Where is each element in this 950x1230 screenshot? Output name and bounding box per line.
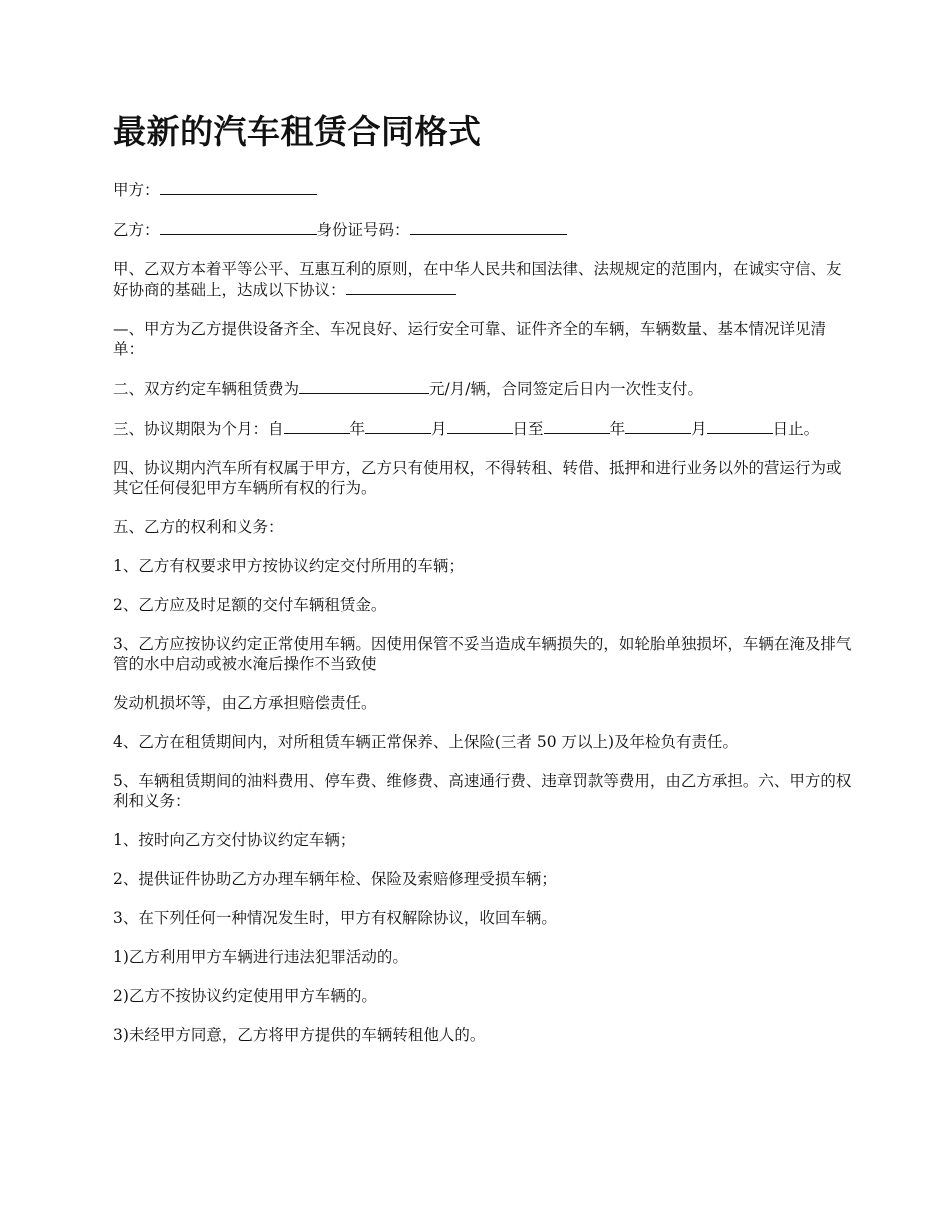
termination-case-3: 3)未经甲方同意，乙方将甲方提供的车辆转租他人的。 bbox=[113, 1026, 486, 1044]
termination-case-1: 1)乙方利用甲方车辆进行违法犯罪活动的。 bbox=[113, 948, 408, 966]
party-b-label: 乙方： bbox=[113, 221, 160, 239]
party-b-item-2: 2、乙方应及时足额的交付车辆租赁金。 bbox=[113, 596, 387, 614]
contract-document bbox=[113, 110, 853, 1064]
clause-5-title: 五、乙方的权利和义务： bbox=[113, 518, 284, 536]
end-year-blank bbox=[544, 418, 610, 434]
intro-blank bbox=[346, 279, 456, 295]
year-label: 年 bbox=[349, 420, 366, 438]
clause-2 bbox=[113, 378, 853, 399]
party-a-item-1: 1、按时向乙方交付协议约定车辆； bbox=[113, 831, 356, 849]
intro-text: 甲、乙双方本着平等公平、互惠互利的原则，在中华人民共和国法律、法规规定的范围内，在诚实守信、友好协商的基础上，达成以下协议： bbox=[113, 260, 842, 299]
party-a-item-3: 3、在下列任何一种情况发生时，甲方有权解除协议，收回车辆。 bbox=[113, 909, 557, 927]
start-year-blank bbox=[284, 418, 350, 434]
rent-fee-blank bbox=[299, 378, 429, 394]
intro-paragraph bbox=[113, 259, 853, 300]
end-day-blank bbox=[707, 418, 773, 434]
termination-case-2: 2)乙方不按协议约定使用甲方车辆的。 bbox=[113, 987, 377, 1005]
start-month-blank bbox=[365, 418, 431, 434]
party-b-item-1: 1、乙方有权要求甲方按协议约定交付所用的车辆； bbox=[113, 557, 464, 575]
month-label: 月 bbox=[431, 420, 447, 438]
party-a-item-2: 2、提供证件协助乙方办理车辆年检、保险及索赔修理受损车辆； bbox=[113, 870, 557, 888]
clause-2-prefix: 二、双方约定车辆租赁费为 bbox=[113, 380, 300, 398]
party-b-item-4: 4、乙方在租赁期间内，对所租赁车辆正常保养、上保险(三者 50 万以上)及年检负有责任。 bbox=[113, 733, 739, 751]
party-b-line bbox=[113, 219, 853, 240]
id-number-blank bbox=[410, 219, 567, 235]
month-label-2: 月 bbox=[691, 420, 707, 438]
party-a-blank bbox=[160, 179, 317, 195]
party-b-item-3-continued: 发动机损坏等，由乙方承担赔偿责任。 bbox=[113, 694, 377, 712]
clause-2-suffix: 元/月/辆，合同签定后日内一次性支付。 bbox=[429, 380, 703, 398]
party-a-line bbox=[113, 179, 853, 200]
end-month-blank bbox=[625, 418, 691, 434]
document-title: 最新的汽车租赁合同格式 bbox=[113, 112, 482, 151]
clause-3-prefix: 三、协议期限为个月：自 bbox=[113, 420, 284, 438]
id-number-label: 身份证号码： bbox=[316, 221, 410, 239]
party-a-label: 甲方： bbox=[113, 181, 160, 199]
year-label-2: 年 bbox=[609, 420, 626, 438]
day-to-label: 日至 bbox=[512, 420, 544, 438]
start-day-blank bbox=[447, 418, 513, 434]
party-b-blank bbox=[160, 219, 317, 235]
party-b-item-5: 5、车辆租赁期间的油料费用、停车费、维修费、高速通行费、违章罚款等费用，由乙方承担。六、甲方的权利和义务： bbox=[113, 772, 852, 810]
end-label: 日止。 bbox=[772, 420, 820, 438]
clause-4: 四、协议期内汽车所有权属于甲方，乙方只有使用权，不得转租、转借、抵押和进行业务以外的营运行为或其它任何侵犯甲方车辆所有权的行为。 bbox=[113, 459, 842, 497]
clause-1: —、甲方为乙方提供设备齐全、车况良好、运行安全可靠、证件齐全的车辆，车辆数量、基本情况详见清单： bbox=[113, 320, 827, 358]
clause-3 bbox=[113, 418, 853, 439]
party-b-item-3: 3、乙方应按协议约定正常使用车辆。因使用保管不妥当造成车辆损失的，如轮胎单独损坏，车辆在淹及排气管的水中启动或被水淹后操作不当致使 bbox=[113, 635, 852, 673]
